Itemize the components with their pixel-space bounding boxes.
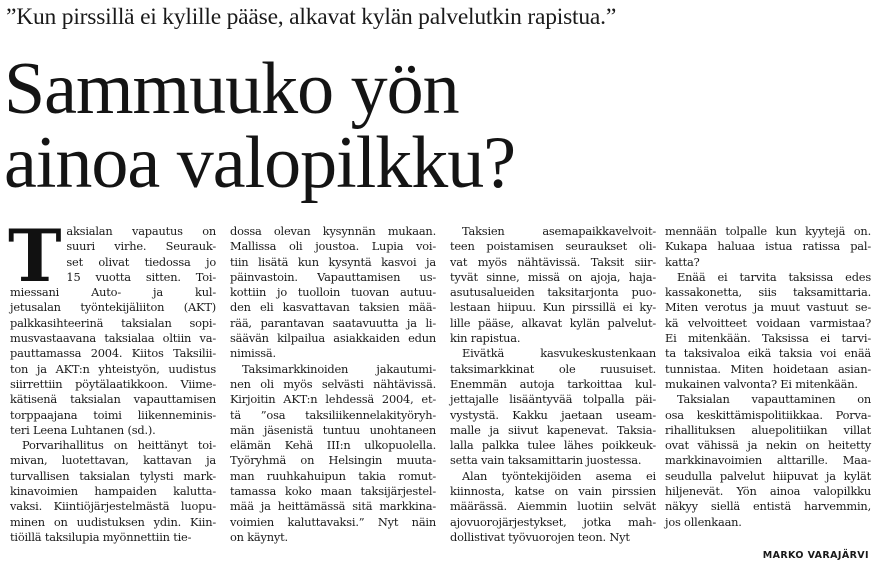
text-line: Kirjoitin AKT:n lehdessä 2004, et- xyxy=(230,392,436,407)
text-line: Porvarihallitus on heittänyt toi- xyxy=(22,438,216,453)
text-line: on käynyt. xyxy=(230,529,288,544)
text-line: jos ollenkaan. xyxy=(665,514,742,529)
text-line: elämän Kehä III:n ulkopuolella. xyxy=(230,438,436,453)
text-line: siirrettiin pöytälaatikkoon. Viime- xyxy=(10,376,216,391)
text-line: näkyy siellä entistä harvemmin, xyxy=(665,499,871,514)
text-line: rihallituksen aluepolitiikan villat xyxy=(665,422,871,437)
article-paragraph xyxy=(230,362,436,546)
text-line: hiljenevät. Yön ainoa valopilkku xyxy=(665,484,871,499)
article-paragraph xyxy=(665,224,871,270)
text-line: Eivätkä kasvukeskustenkaan xyxy=(462,346,656,361)
article-paragraph xyxy=(450,469,656,545)
text-line: jetusalan työntekijäliiton (AKT) xyxy=(10,300,216,315)
text-line: Taksien asemapaikkavelvoit- xyxy=(462,224,656,238)
article-paragraph xyxy=(450,224,656,346)
text-line: vat myös nähtävissä. Taksit siir- xyxy=(450,254,656,269)
text-line: mää ja heittämässä sitä markkina- xyxy=(230,499,436,514)
article-paragraph xyxy=(665,392,871,530)
text-line: tiöillä taksilupia myönnettiin tie- xyxy=(10,529,192,544)
text-line: män jäsenistä tuntuu unohtaneen xyxy=(230,422,436,437)
text-line: vystystä. Kakku jaetaan useam- xyxy=(450,407,656,422)
text-line: lestaan hiipuu. Kun pirssillä ei ky- xyxy=(450,300,656,315)
text-line: Ei mitenkään. Taksissa ei tarvi- xyxy=(665,331,871,346)
text-line: nimissä. xyxy=(230,346,276,361)
text-line: asutusalueiden taksitarjonta puo- xyxy=(450,285,656,300)
text-line: ton ja AKT:n yhteistyön, uudistus xyxy=(10,361,216,376)
text-line: kätisenä taksialan vapauttamisen xyxy=(10,392,216,407)
text-line: mukainen valvonta? Ei mitenkään. xyxy=(665,376,858,391)
text-line: ta taksivaloa eikä taksia voi enää xyxy=(665,346,871,361)
text-line: malle ja siivut kapenevat. Taksia- xyxy=(450,422,656,437)
text-line: päinvastoin. Vapauttamisen us- xyxy=(230,269,436,284)
text-line: 15 vuotta sitten. Toi- xyxy=(66,269,216,284)
text-line: osa keskittämispolitiikkaa. Porva- xyxy=(665,407,871,422)
article-column-2 xyxy=(230,224,436,545)
text-line: nen oli myös selvästi nähtävissä. xyxy=(230,376,436,391)
text-line: set olivat tiedossa jo xyxy=(66,254,216,269)
text-line: dossa olevan kysynnän mukaan. xyxy=(230,224,436,238)
text-line: Enää ei tarvita taksissa edes xyxy=(677,269,871,284)
text-line: Työryhmä on Helsingin muuta- xyxy=(230,453,436,468)
text-line: man ruuhkahuipun takia romut- xyxy=(230,468,436,483)
text-line: tä ”osa taksiliikennelakityöryh- xyxy=(230,407,436,422)
article-column-1 xyxy=(8,213,216,545)
text-line: Miten verotus ja muut vastuut se- xyxy=(665,300,871,315)
text-line: turvallisen taksialan tylysti mark- xyxy=(10,468,216,483)
text-line: tamassa koko maan taksijärjestel- xyxy=(230,484,436,499)
text-line: markkinavoimien alttarille. Maa- xyxy=(665,453,871,468)
text-line: teen poistamisen seuraukset oli- xyxy=(450,239,656,254)
pull-quote: ”Kun pirssillä ei kylille pääse, alkavat kylän palvelutkin rapistua.” xyxy=(6,4,617,30)
text-line: Kukapa haluaa istua ratissa pal- xyxy=(665,239,871,254)
text-line: voimien kaluttavaksi.” Nyt näin xyxy=(230,514,436,529)
text-line: Enemmän autoja tarkoittaa kul- xyxy=(450,376,656,391)
text-line: kottiin jo tuolloin tuovan autuu- xyxy=(230,285,436,300)
text-line: määrässä. Aiemmin luotiin selvät xyxy=(450,499,656,514)
text-line: lalla palkka tulee lähes poikkeuk- xyxy=(450,438,656,453)
text-line: tyvät sinne, missä on ajoja, haja- xyxy=(450,269,656,284)
article-column-3 xyxy=(450,224,656,545)
author-byline: MARKO VARAJÄRVI xyxy=(762,550,869,561)
text-line: mivan, luotettavan, kattavan ja xyxy=(10,453,216,468)
headline-line-2: ainoa valopilkku? xyxy=(4,122,516,204)
text-line: dollistivat työvuorojen teon. Nyt xyxy=(450,529,630,544)
text-line: suuri virhe. Seurauk- xyxy=(66,239,216,254)
text-line: minen on uudistuksen ydin. Kiin- xyxy=(10,514,216,529)
text-line: musvastaavana taksialaa oltiin va- xyxy=(10,331,216,346)
text-line: mennään tolpalle kun kyytejä on. xyxy=(665,224,871,238)
article-column-4 xyxy=(665,224,871,530)
text-line: jettajalle lisääntyvää tolpalla päi- xyxy=(450,392,656,407)
text-line: ajovuorojärjestykset, jotka mah- xyxy=(450,514,656,529)
text-line: katta? xyxy=(665,254,700,269)
headline xyxy=(4,48,874,204)
text-line: kä velvoitteet voidaan varmistaa? xyxy=(665,315,871,330)
text-line: kin rapistua. xyxy=(450,331,521,346)
article-paragraph xyxy=(665,270,871,392)
text-line: säävän kilpailua asiakkaiden edun xyxy=(230,331,436,346)
text-line: kassakonetta, siis taksamittaria. xyxy=(665,285,871,300)
text-line: seudulla palvelut hiipuvat ja kylät xyxy=(665,468,871,483)
headline-line-1: Sammuuko yön xyxy=(4,48,459,130)
drop-cap: T xyxy=(8,213,62,298)
text-line: vaksi. Kiintiöjärjestelmästä luopu- xyxy=(10,499,216,514)
article-paragraph xyxy=(230,224,436,362)
text-line: tiin lisätä kun kysyntä kasvoi ja xyxy=(230,254,436,269)
text-line: aksialan vapautus on xyxy=(66,224,216,238)
text-line: kinavoimien hampaiden kalutta- xyxy=(10,484,216,499)
text-line: pauttamassa 2004. Kiitos Taksilii- xyxy=(10,346,216,361)
text-line: miessani Auto- ja kul- xyxy=(10,285,216,300)
text-line: tunnistaa. Miten hoidetaan asian- xyxy=(665,361,871,376)
text-line: den eli kasvattavan taksien mää- xyxy=(230,300,436,315)
article-paragraph xyxy=(10,438,216,545)
text-line: lille pääse, alkavat kylän palvelut- xyxy=(450,315,656,330)
article-paragraph xyxy=(450,346,656,468)
text-line: palkkasihteerinä taksialan sopi- xyxy=(10,315,216,330)
text-line: taksimarkkinat ole ruusuiset. xyxy=(450,361,656,376)
text-line: kiinnosta, katse on vain pirssien xyxy=(450,484,656,499)
text-line: ovat vähissä ja nekin on heitetty xyxy=(665,438,871,453)
text-line: Taksialan vapauttaminen on xyxy=(677,392,871,407)
text-line: Mallissa oli joustoa. Lupia voi- xyxy=(230,239,436,254)
text-line: Alan työntekijöiden asema ei xyxy=(462,468,656,483)
text-line: Taksimarkkinoiden jakautumi- xyxy=(242,361,436,376)
text-line: teri Leena Luhtanen (sd.). xyxy=(10,422,156,437)
text-line: setta vain taksamittarin juostessa. xyxy=(450,453,642,468)
text-line: rää, parantavan saatavuutta ja li- xyxy=(230,315,436,330)
text-line: torppaajana toimi liikenneminis- xyxy=(10,407,216,422)
